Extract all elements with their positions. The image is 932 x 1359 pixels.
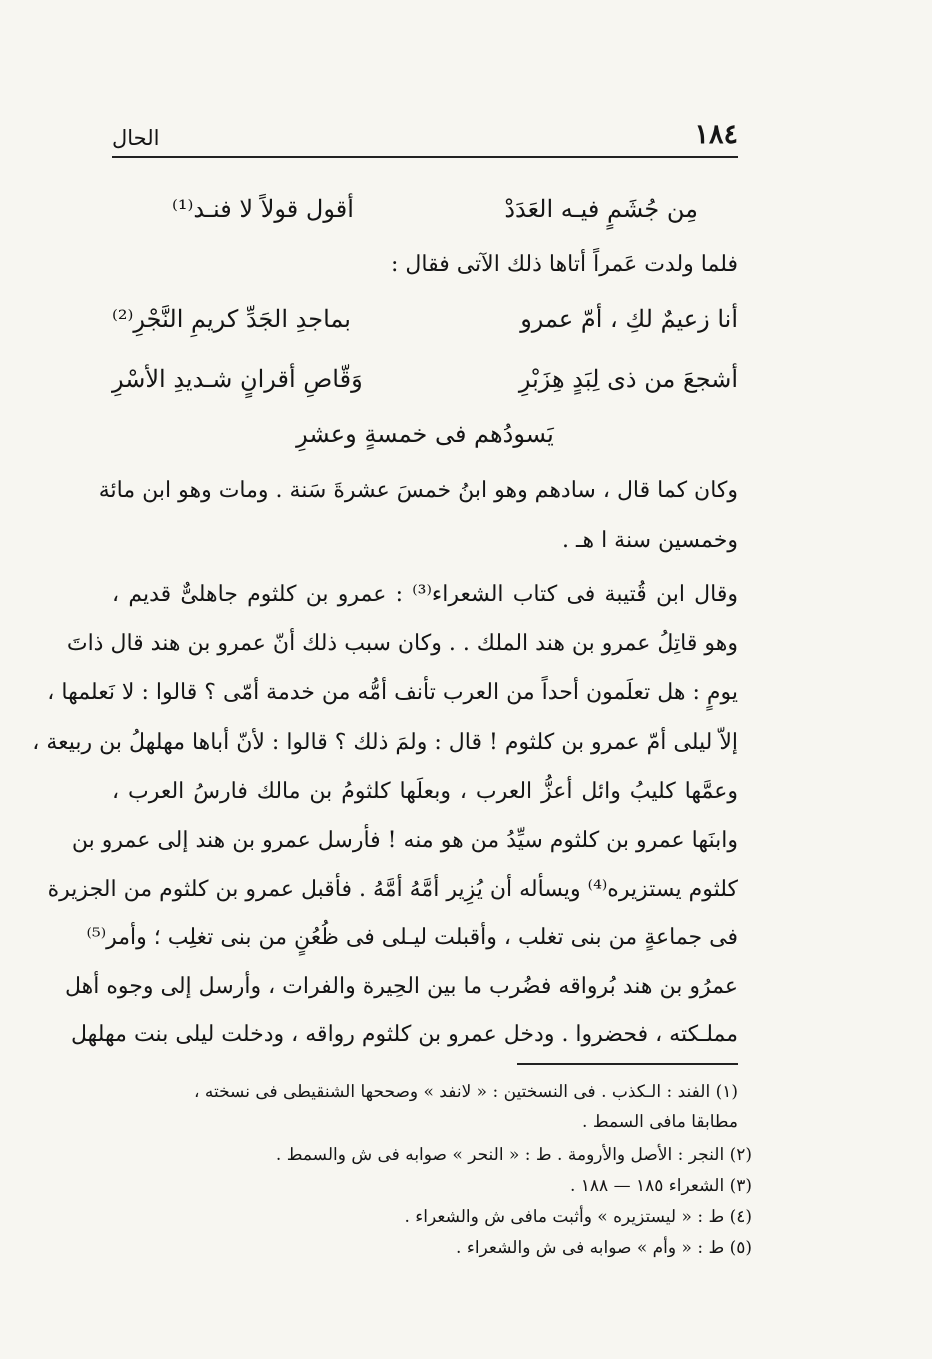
- text-line: فلما ولدت عَمراً أتاها ذلك الآتى فقال :: [390, 252, 738, 277]
- page-header: [112, 118, 738, 158]
- verse-hemistich-right: أشجعَ من ذى لِبَدٍ هِزَبْرِ: [518, 365, 738, 393]
- verse-line: [112, 305, 738, 333]
- text-line: عمرُو بن هند بُرواقه فضُرب ما بين الحِيرة والفرات ، وأرسل إلى وجوه أهل: [65, 974, 738, 999]
- text-line: مملـكته ، فحضروا . ودخل عمرو بن كلثوم رواقه ، ودخلت ليلى بنت مهلهل: [70, 1022, 738, 1047]
- text-line: إلاّ ليلى أمّ عمرو بن كلثوم ! قال : ولمَ ذلك ؟ قالوا : لأنّ أباها مهلهلُ بن ربيعة ،: [32, 730, 738, 755]
- text-line: وكان كما قال ، سادهم وهو ابنُ خمسَ عشرةَ سَنة . ومات وهو ابن مائة: [98, 478, 738, 503]
- verse-hemistich-right: مِن جُشَمٍ فيـه العَدَدْ: [504, 195, 698, 223]
- verse-hemistich-left: بماجدِ الجَدِّ كريمِ النَّجْرِ⁽²⁾: [112, 305, 351, 333]
- text-line: يومٍ : هل تعلَمون أحداً من العرب تأنف أمُّه من خدمة أمّى ؟ قالوا : لا نَعلمها ،: [47, 680, 738, 705]
- text-line: وهو قاتِلُ عمرو بن هند الملك . . وكان سبب ذلك أنّ عمرو بن هند قال ذاتَ: [66, 631, 738, 656]
- verse-line: [112, 365, 738, 393]
- verse-hemistich-left: وَقّاصِ أقرانٍ شـديدِ الأسْرِ: [112, 365, 363, 393]
- footnote: (٣) الشعراء ١٨٥ — ١٨٨ .: [569, 1176, 752, 1196]
- text-line: فى جماعةٍ من بنى تغلب ، وأقبلت ليـلى فى ظُعُنٍ من بنى تغلِب ؛ وأمر⁽⁵⁾: [86, 925, 738, 950]
- text-line: وقال ابن قُتيبة فى كتاب الشعراء⁽³⁾ : عمرو بن كلثوم جاهلىٌّ قديم ،: [112, 582, 738, 607]
- running-head: الحال: [112, 126, 160, 150]
- text-line: وابنَها عمرو بن كلثوم سيِّدُ من هو منه ! فأرسل عمرو بن هند إلى عمرو بن: [71, 828, 738, 853]
- text-line: وعمَّها كليبُ وائل أعزُّ العرب ، وبعلَها كلثومُ بن مالك فارسُ العرب ،: [112, 779, 738, 804]
- verse-line: [112, 195, 738, 223]
- verse-hemistich-right: أنا زعيمٌ لكِ ، أمّ عمرو: [520, 305, 738, 333]
- footnote: (٥) ط : « وأم » صوابه فى ش والشعراء .: [456, 1238, 752, 1258]
- footnote-continuation: مطابقا مافى السمط .: [582, 1112, 738, 1132]
- footnote: (٢) النجر : الأصل والأرومة . ط : « النحر » صوابه فى ش والسمط .: [275, 1145, 752, 1165]
- footnote-divider: [517, 1063, 738, 1065]
- text-line: وخمسين سنة ا هـ .: [562, 528, 738, 553]
- footnote: (٤) ط : « ليستزيره » وأثبت مافى ش والشعراء .: [404, 1207, 752, 1227]
- text-line: كلثوم يستزيره⁽⁴⁾ ويسأله أن يُزِير أمَّهُ أمَّهُ . فأقبل عمرو بن كلثوم من الجزيرة: [47, 877, 738, 902]
- verse-line-single: [112, 420, 738, 448]
- footnote: (١) الفند : الـكذب . فى النسختين : « لانفد » وصححها الشنقيطى فى نسخته ،: [193, 1082, 738, 1102]
- verse-hemistich-left: أقول قولاً لا فنـد⁽¹⁾: [172, 195, 354, 223]
- page-number: ١٨٤: [694, 119, 738, 150]
- verse-hemistich: يَسودُهم فى خمسةٍ وعشرِ: [296, 420, 554, 448]
